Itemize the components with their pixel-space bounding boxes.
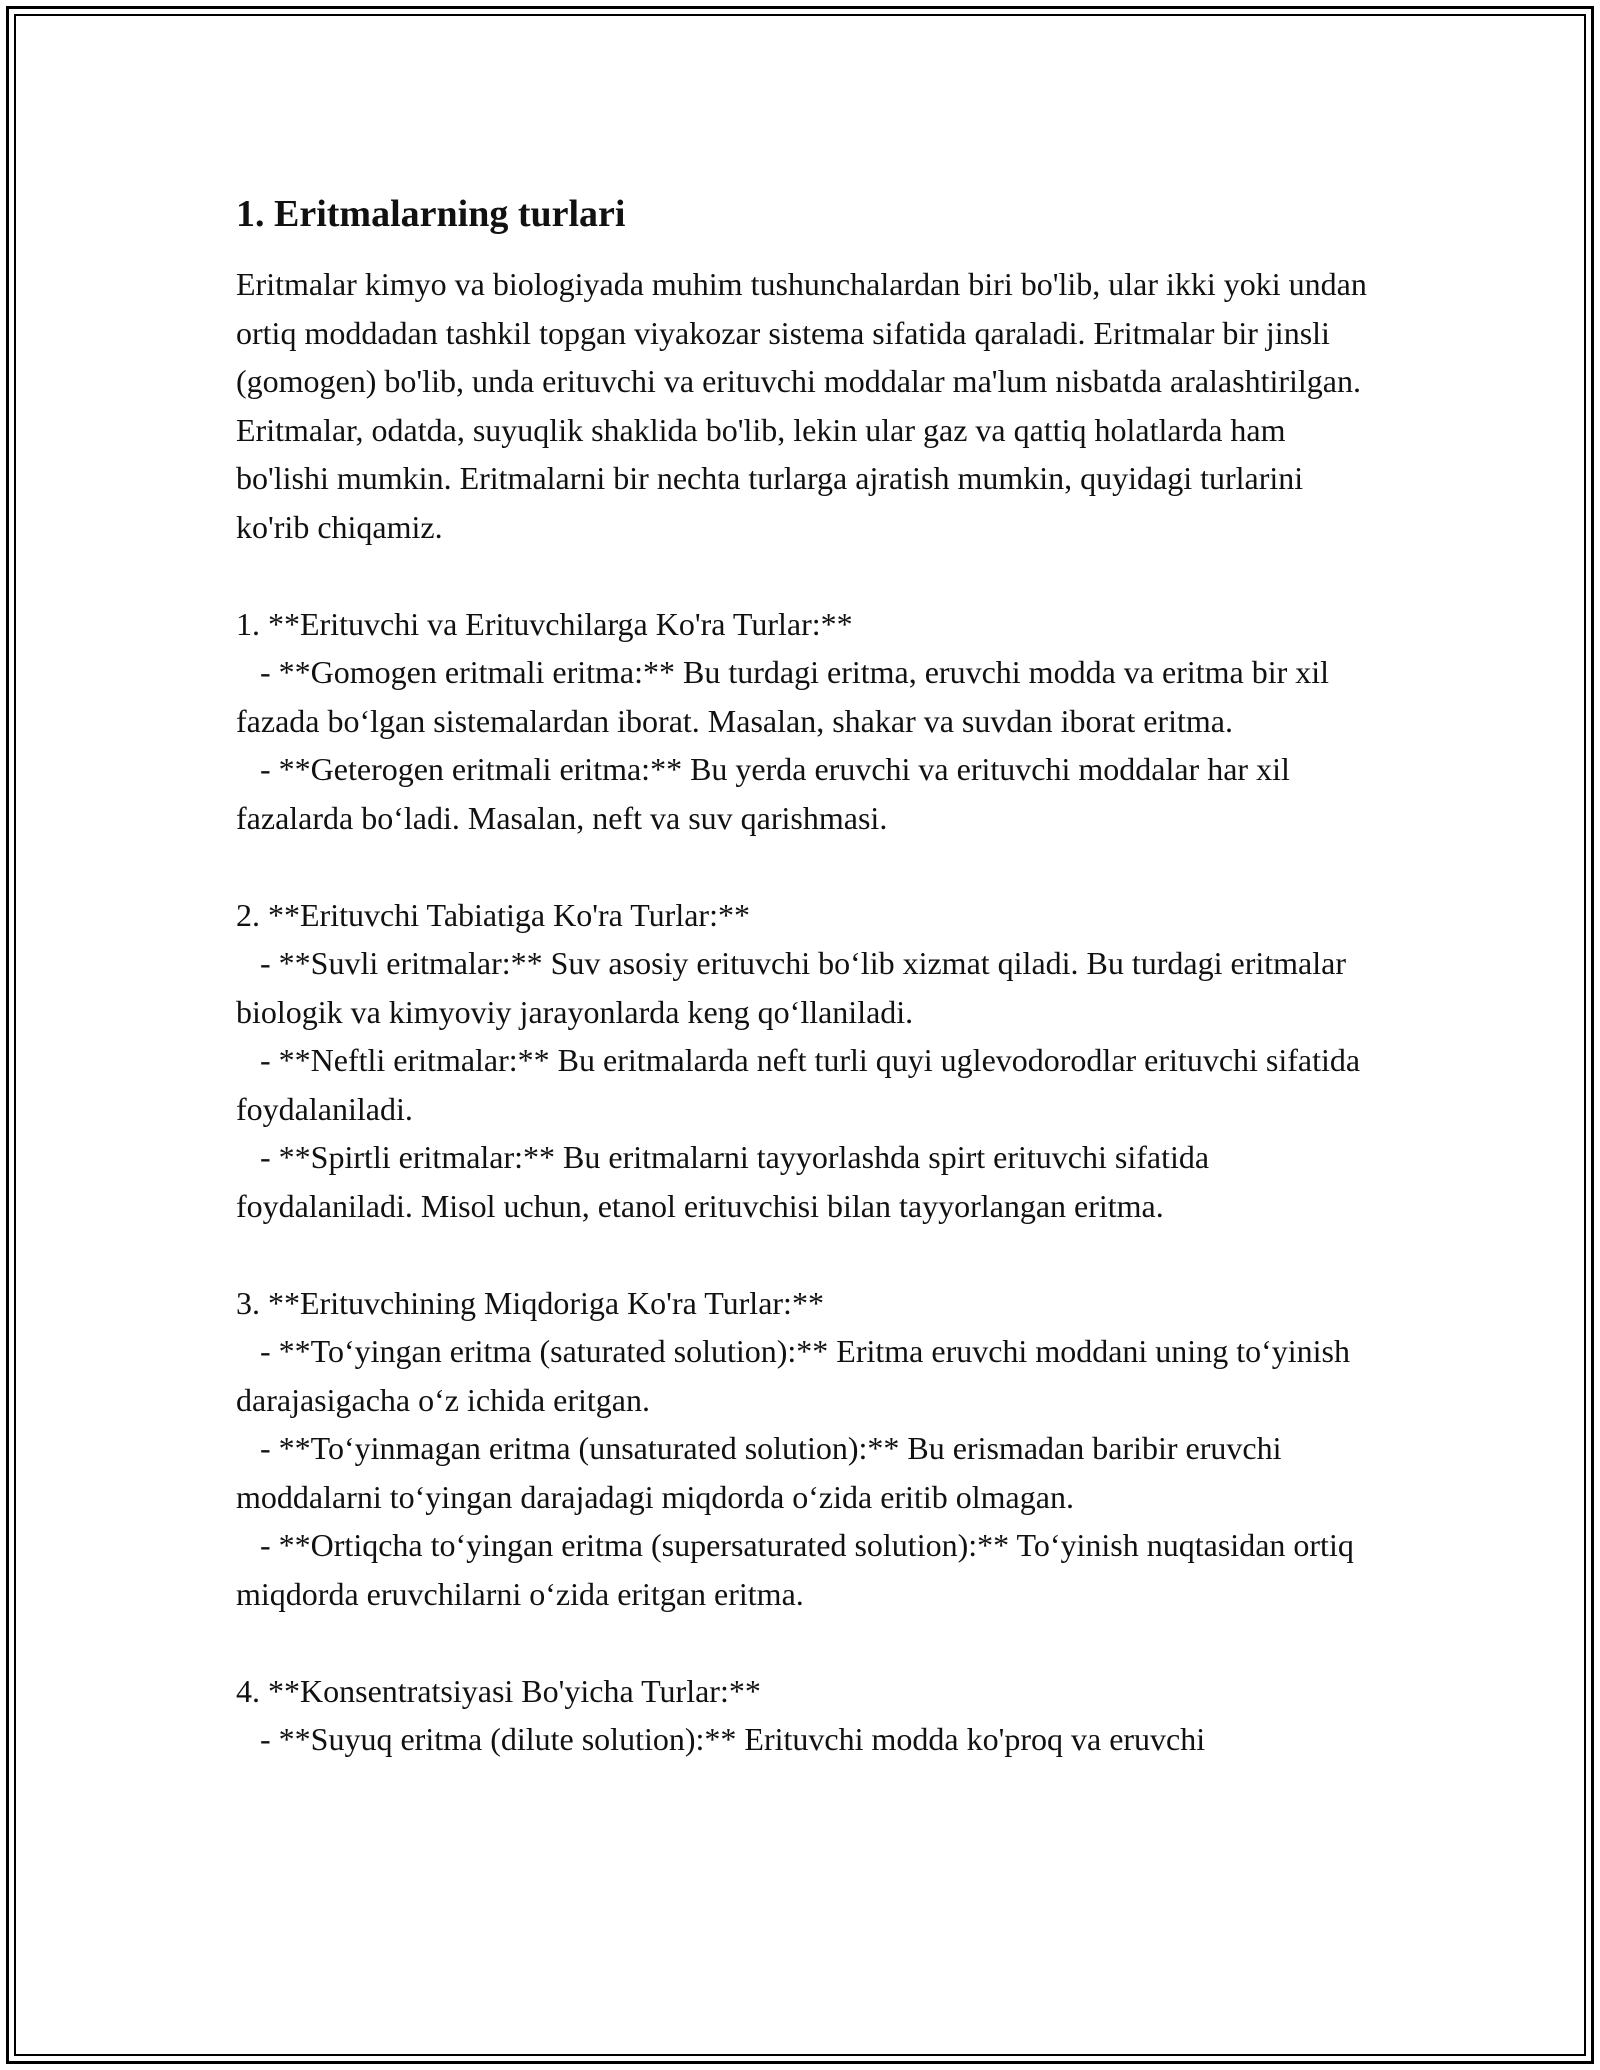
list-item: - **Suyuq eritma (dilute solution):** Erituvchi modda ko'proq va eruvchi bbox=[236, 1721, 1206, 1757]
section-2 bbox=[236, 891, 1376, 1231]
list-item: - **Spirtli eritmalar:** Bu eritmalarni tayyorlashda spirt erituvchi sifatida foydalaniladi. Misol uchun, etanol erituvchisi bilan tayyorlangan eritma. bbox=[236, 1139, 1218, 1224]
section-1 bbox=[236, 600, 1376, 843]
section-title: 4. **Konsentratsiyasi Bo'yicha Turlar:** bbox=[236, 1672, 761, 1709]
list-item: - **Geterogen eritmali eritma:** Bu yerda eruvchi va erituvchi moddalar har xil fazalarda bo‘ladi. Masalan, neft va suv qarishmasi. bbox=[236, 751, 1298, 836]
section-4 bbox=[236, 1667, 1376, 1764]
paragraph-spacer bbox=[236, 1618, 1376, 1667]
document-body bbox=[236, 186, 1376, 1764]
list-item: - **To‘yinmagan eritma (unsaturated solution):** Bu erismadan baribir eruvchi moddalarni to‘yingan darajadagi miqdorda o‘zida eritib olmagan. bbox=[236, 1430, 1290, 1515]
list-item: - **Ortiqcha to‘yingan eritma (supersaturated solution):** To‘yinish nuqtasidan ortiq miqdorda eruvchilarni o‘zida eritgan eritma. bbox=[236, 1527, 1362, 1612]
section-title: 1. **Erituvchi va Erituvchilarga Ko'ra Turlar:** bbox=[236, 605, 853, 642]
list-item: - **To‘yingan eritma (saturated solution):** Eritma eruvchi moddani uning to‘yinish darajasigacha o‘z ichida eritgan. bbox=[236, 1333, 1358, 1418]
list-item: - **Suvli eritmalar:** Suv asosiy erituvchi bo‘lib xizmat qiladi. Bu turdagi eritmalar biologik va kimyoviy jarayonlarda keng qo‘llaniladi. bbox=[236, 945, 1354, 1030]
section-3 bbox=[236, 1279, 1376, 1619]
section-heading: 1. Eritmalarning turlari bbox=[236, 193, 626, 235]
intro-paragraph: Eritmalar kimyo va biologiyada muhim tushunchalardan biri bo'lib, ular ikki yoki undan ortiq moddadan tashkil topgan viyakozar sistema sifatida qaraladi. Eritmalar bir jinsli (gomogen) bo'lib, unda erituvchi va erituvchi moddalar ma'lum nisbatda aralashtirilgan. Eritmalar, odatda, suyuqlik shaklida bo'lib, lekin ular gaz va qattiq holatlarda ham bo'lishi mumkin. Eritmalarni bir nechta turlarga ajratish mumkin, quyidagi turlarini ko'rib chiqamiz. bbox=[236, 266, 1375, 545]
section-title: 2. **Erituvchi Tabiatiga Ko'ra Turlar:** bbox=[236, 896, 750, 933]
paragraph-spacer bbox=[236, 842, 1376, 891]
paragraph-spacer bbox=[236, 551, 1376, 600]
paragraph-spacer bbox=[236, 1230, 1376, 1279]
list-item: - **Gomogen eritmali eritma:** Bu turdagi eritma, eruvchi modda va eritma bir xil fazada bo‘lgan sistemalardan iborat. Masalan, shakar va suvdan iborat eritma. bbox=[236, 654, 1338, 739]
section-title: 3. **Erituvchining Miqdoriga Ko'ra Turlar:** bbox=[236, 1284, 824, 1321]
list-item: - **Neftli eritmalar:** Bu eritmalarda neft turli quyi uglevodorodlar erituvchi sifatida foydalaniladi. bbox=[236, 1042, 1369, 1127]
